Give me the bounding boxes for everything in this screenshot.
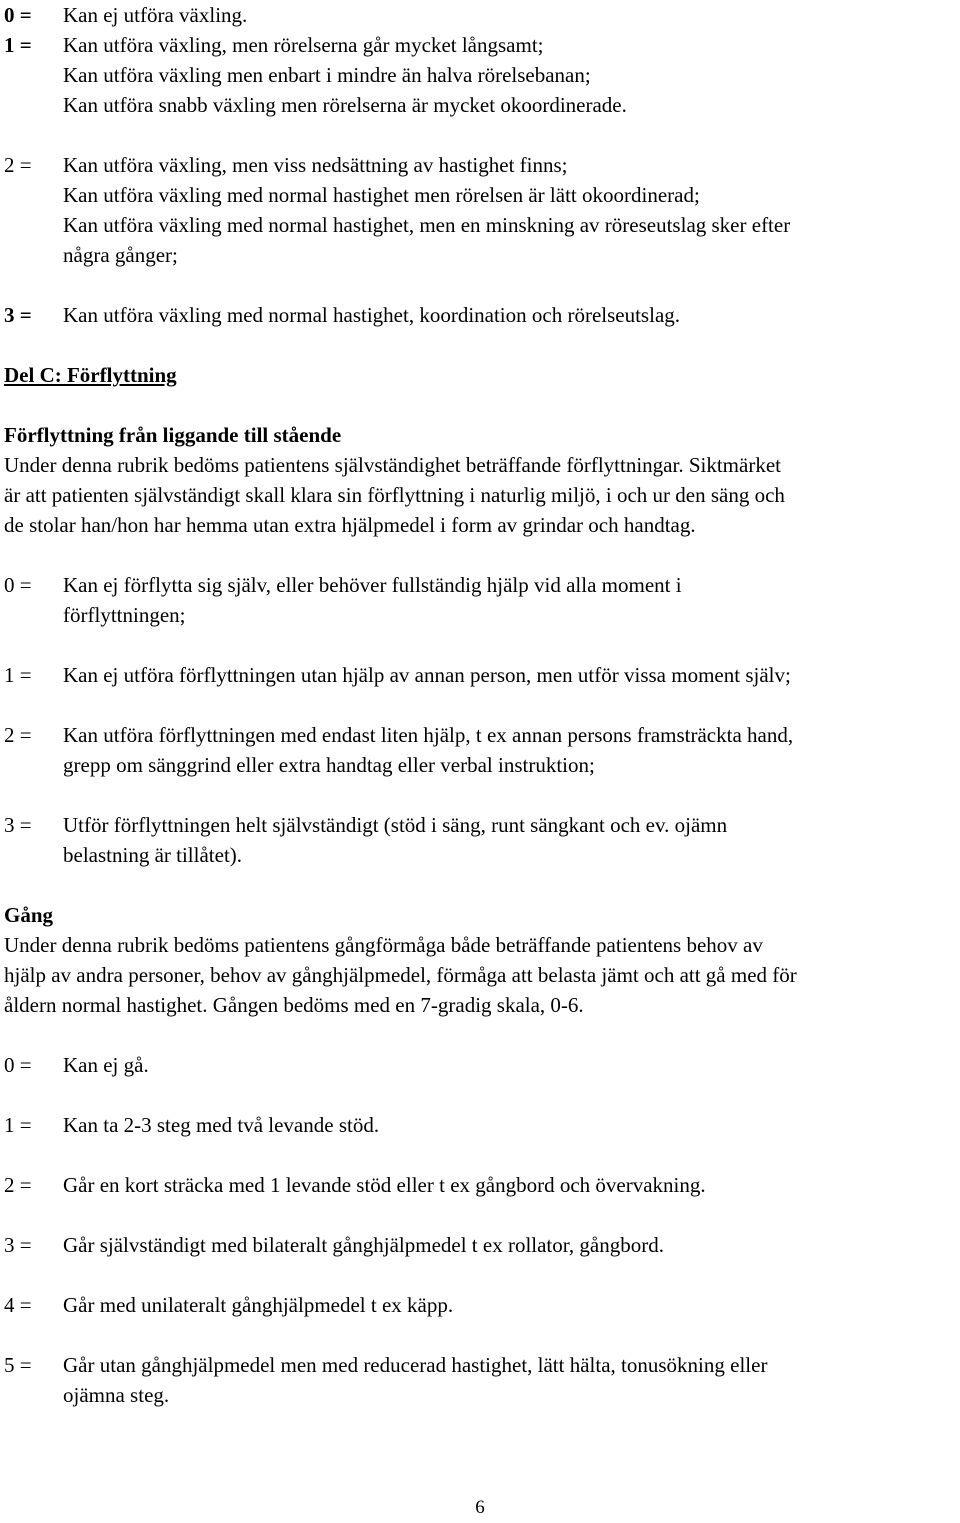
description-line: Kan utföra växling, men viss nedsättning av hastighet finns; xyxy=(63,153,568,177)
score-description xyxy=(63,1050,948,1080)
description-line: Kan utföra förflyttningen med endast liten hjälp, t ex annan persons framsträckta hand, xyxy=(63,723,794,747)
score-label: 1 = xyxy=(4,663,32,687)
section-heading-part-c: Del C: Förflyttning xyxy=(4,363,177,387)
score-description xyxy=(63,150,948,270)
score-label: 3 = xyxy=(4,303,32,327)
subsection-title-transfer: Förflyttning från liggande till stående xyxy=(4,423,342,447)
description-line: belastning är tillåtet). xyxy=(63,843,243,867)
description-line: förflyttningen; xyxy=(63,603,186,627)
score-label: 3 = xyxy=(4,813,32,837)
walking-intro xyxy=(4,930,954,1020)
description-line: ojämna steg. xyxy=(63,1383,170,1407)
score-description xyxy=(63,810,948,870)
transfer-intro xyxy=(4,450,954,540)
description-line: Kan utföra växling men enbart i mindre än halva rörelsebanan; xyxy=(63,63,591,87)
score-label: 3 = xyxy=(4,1233,32,1257)
score-label: 2 = xyxy=(4,153,32,177)
description-line: Kan utföra växling, men rörelserna går mycket långsamt; xyxy=(63,33,544,57)
intro-line: Under denna rubrik bedöms patientens självständighet beträffande förflyttningar. Siktmärket xyxy=(4,453,781,477)
description-line: Kan utföra växling med normal hastighet, koordination och rörelseutslag. xyxy=(63,303,681,327)
description-line: Kan ej gå. xyxy=(63,1053,149,1077)
intro-line: Under denna rubrik bedöms patientens gångförmåga både beträffande patientens behov av xyxy=(4,933,763,957)
score-description xyxy=(63,1110,948,1140)
score-description xyxy=(63,1230,948,1260)
score-description xyxy=(63,1170,948,1200)
score-label: 2 = xyxy=(4,1173,32,1197)
intro-line: åldern normal hastighet. Gången bedöms med en 7-gradig skala, 0-6. xyxy=(4,993,584,1017)
score-label: 0 = xyxy=(4,1053,32,1077)
score-description xyxy=(63,660,948,690)
description-line: Går med unilateralt gånghjälpmedel t ex käpp. xyxy=(63,1293,454,1317)
description-line: Kan ej förflytta sig själv, eller behöver fullständig hjälp vid alla moment i xyxy=(63,573,682,597)
description-line: Kan ej utföra växling. xyxy=(63,3,248,27)
intro-line: är att patienten självständigt skall klara sin förflyttning i naturlig miljö, i och ur den säng och xyxy=(4,483,785,507)
description-line: Kan utföra växling med normal hastighet, men en minskning av röreseutslag sker efter xyxy=(63,213,791,237)
score-label: 4 = xyxy=(4,1293,32,1317)
score-description xyxy=(63,720,948,780)
description-line: Går utan gånghjälpmedel men med reducerad hastighet, lätt hälta, tonusökning eller xyxy=(63,1353,768,1377)
score-description xyxy=(63,30,948,120)
description-line: Kan utföra växling med normal hastighet men rörelsen är lätt okoordinerad; xyxy=(63,183,700,207)
intro-line: de stolar han/hon har hemma utan extra hjälpmedel i form av grindar och handtag. xyxy=(4,513,696,537)
description-line: några gånger; xyxy=(63,243,178,267)
score-label: 1 = xyxy=(4,33,32,57)
score-description xyxy=(63,0,948,30)
score-label: 0 = xyxy=(4,573,32,597)
score-label: 0 = xyxy=(4,3,32,27)
description-line: Kan ta 2-3 steg med två levande stöd. xyxy=(63,1113,380,1137)
score-description xyxy=(63,570,948,630)
score-description xyxy=(63,300,948,330)
intro-line: hjälp av andra personer, behov av gånghjälpmedel, förmåga att belasta jämt och att gå med för xyxy=(4,963,797,987)
page-number: 6 xyxy=(475,1497,485,1518)
description-line: Kan utföra snabb växling men rörelserna är mycket okoordinerade. xyxy=(63,93,627,117)
score-description xyxy=(63,1350,948,1410)
description-line: grepp om sänggrind eller extra handtag eller verbal instruktion; xyxy=(63,753,595,777)
score-description xyxy=(63,1290,948,1320)
score-label: 5 = xyxy=(4,1353,32,1377)
score-label: 1 = xyxy=(4,1113,32,1137)
description-line: Kan ej utföra förflyttningen utan hjälp av annan person, men utför vissa moment själv; xyxy=(63,663,791,687)
score-label: 2 = xyxy=(4,723,32,747)
description-line: Går en kort sträcka med 1 levande stöd eller t ex gångbord och övervakning. xyxy=(63,1173,706,1197)
description-line: Går självständigt med bilateralt gånghjälpmedel t ex rollator, gångbord. xyxy=(63,1233,664,1257)
subsection-title-walking: Gång xyxy=(4,903,54,927)
description-line: Utför förflyttningen helt självständigt (stöd i säng, runt sängkant och ev. ojämn xyxy=(63,813,728,837)
